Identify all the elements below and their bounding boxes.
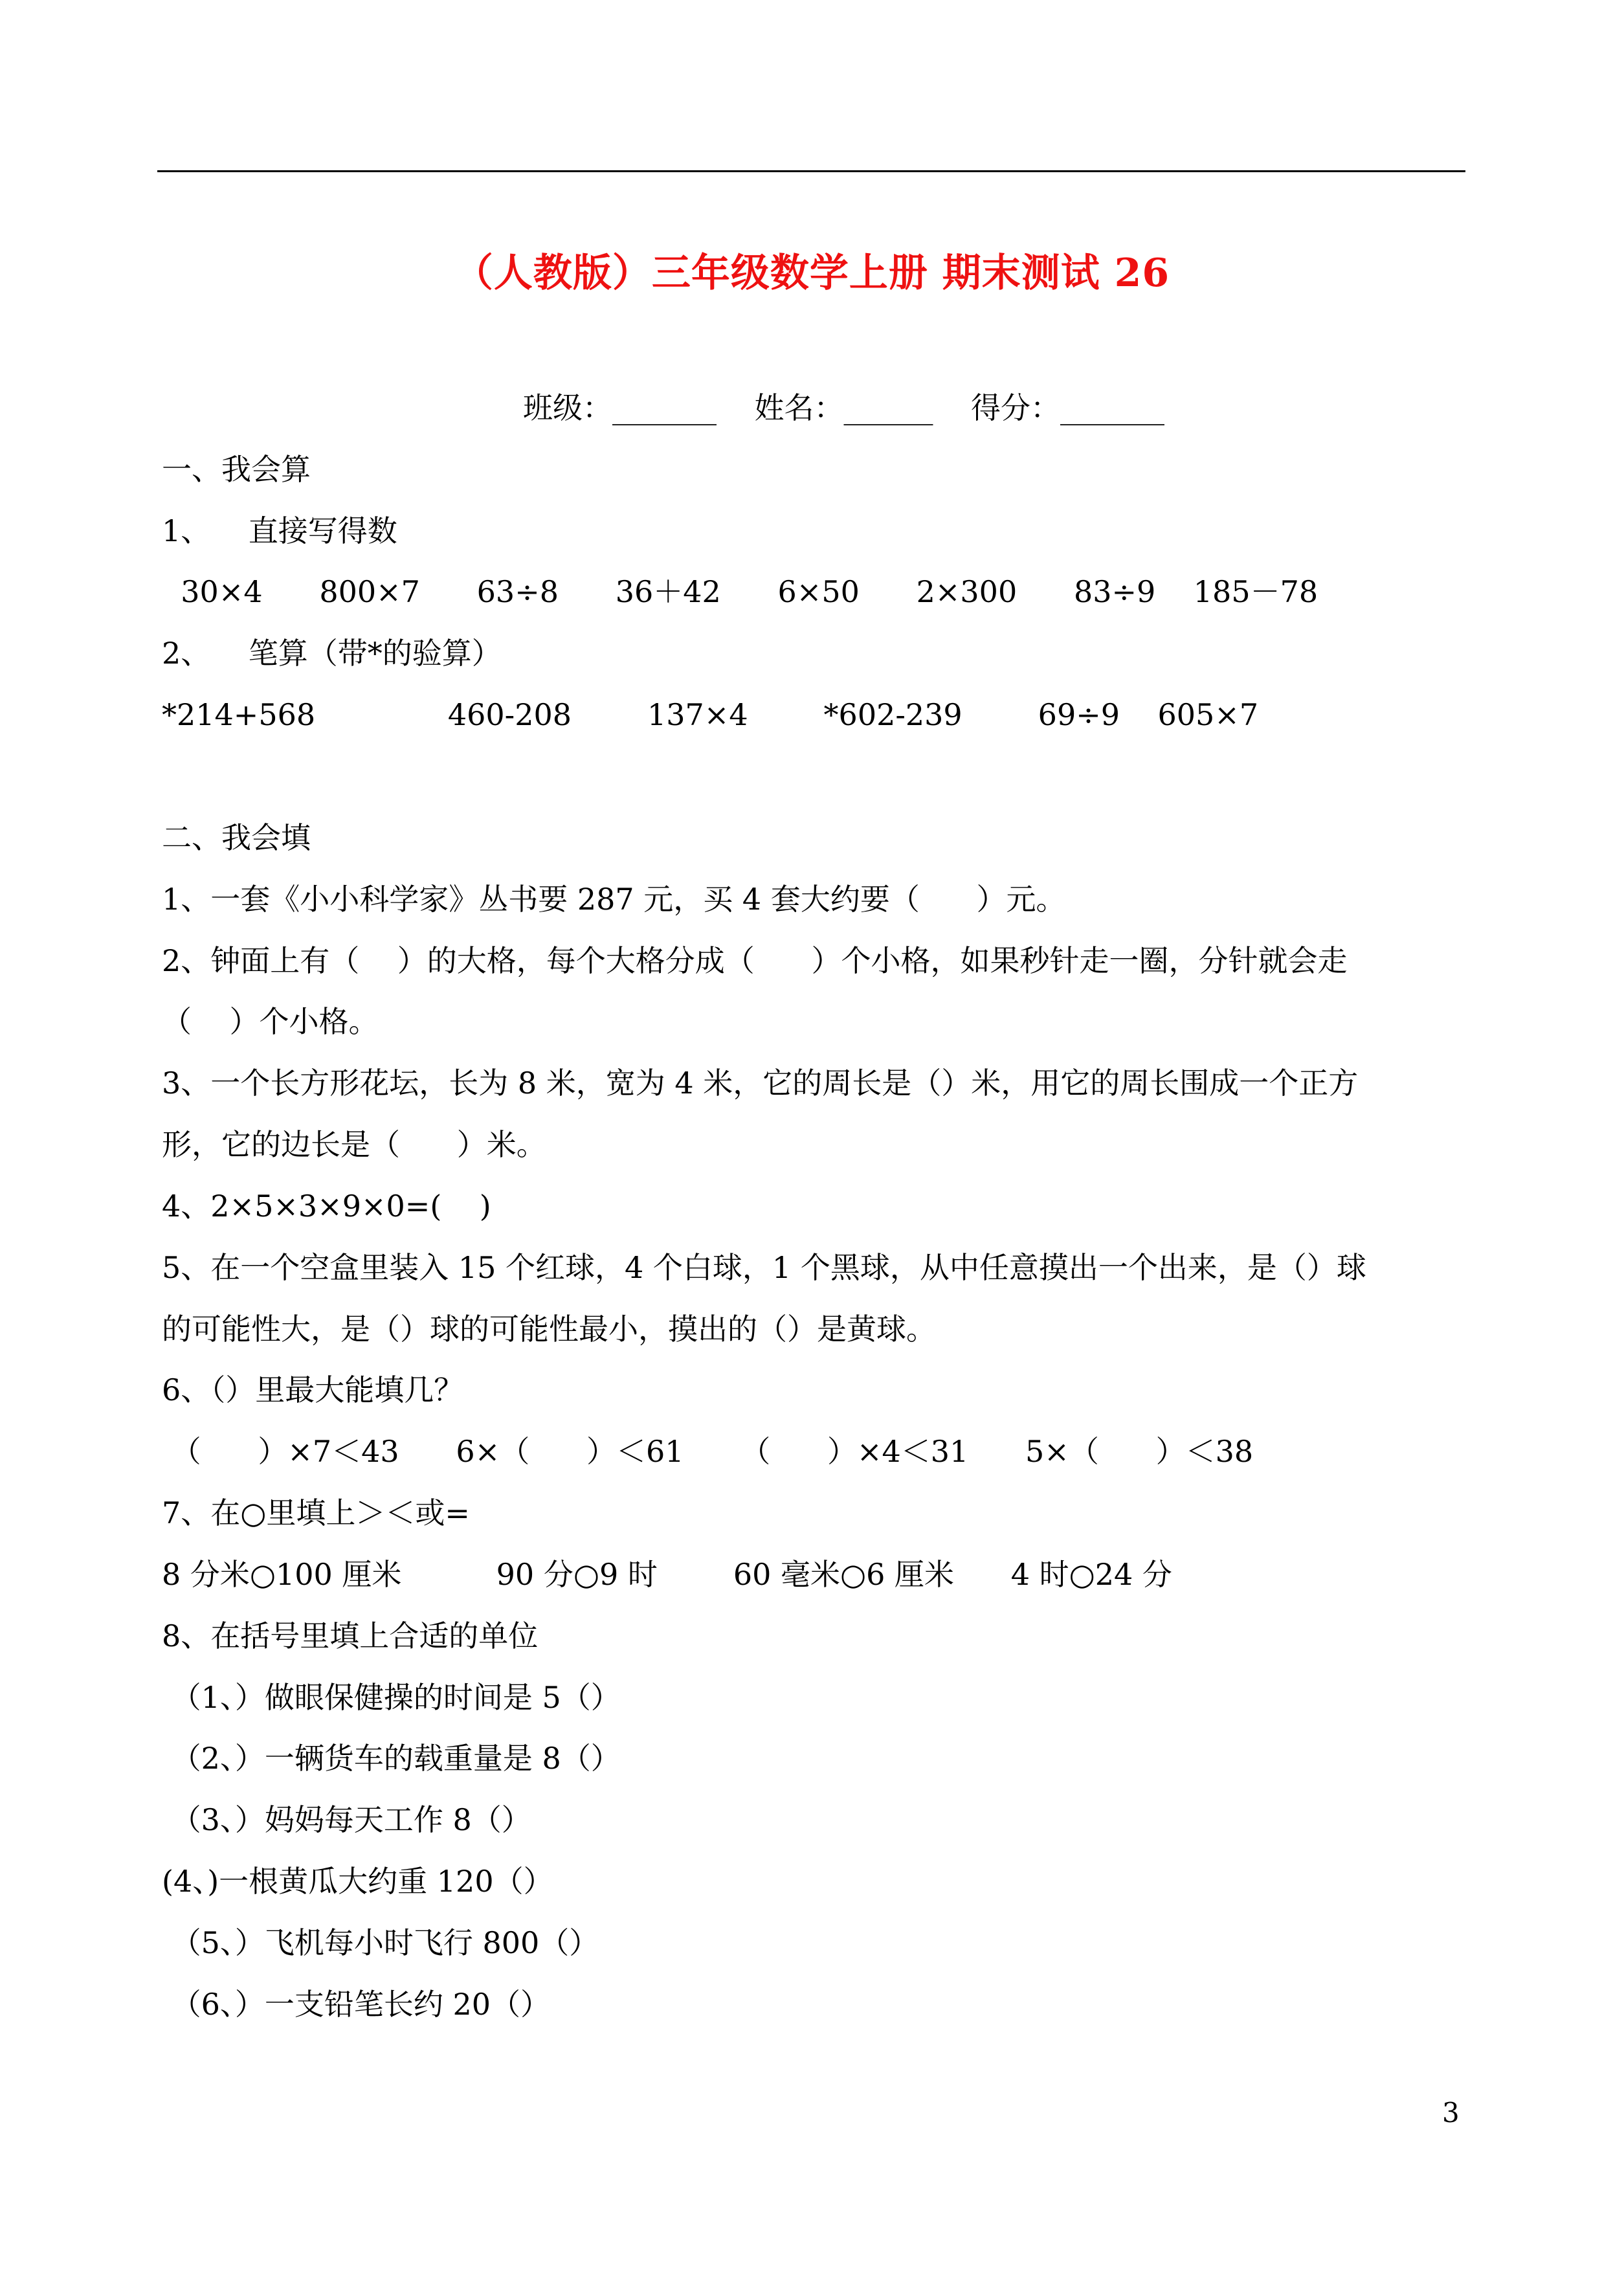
question-line: 3、一个长方形花坛，长为 8 米，宽为 4 米，它的周长是（）米，用它的周长围成一个正方 xyxy=(162,1066,1359,1101)
document-title: （人教版）三年级数学上册 期末测试 26 xyxy=(454,251,1170,296)
question-line: 2、钟面上有（ ）的大格，每个大格分成（ ）个小格，如果秒针走一圈，分针就会走 xyxy=(162,943,1348,978)
question-line: 6、（）里最大能填几？ xyxy=(162,1372,464,1407)
question-line: 7、在○里填上＞＜或= xyxy=(162,1495,470,1530)
header-rule xyxy=(157,170,1465,172)
question-line: 4、2×5×3×9×0=( ) xyxy=(162,1189,491,1224)
unit-item: （3、）妈妈每天工作 8（） xyxy=(162,1802,531,1837)
unit-item: （1、）做眼保健操的时间是 5（） xyxy=(162,1680,621,1715)
question-line: 的可能性大，是（）球的可能性最小，摸出的（）是黄球。 xyxy=(162,1312,936,1347)
section-heading-fill: 二、我会填 xyxy=(162,820,311,855)
oral-calc-items: 30×4 800×7 63÷8 36＋42 6×50 2×300 83÷9 185－78 xyxy=(162,574,1318,609)
section-heading-calc: 一、我会算 xyxy=(162,452,311,487)
question-line: 形，它的边长是（ ）米。 xyxy=(162,1127,546,1162)
question-line: （ ）个小格。 xyxy=(162,1004,379,1039)
unit-item: （2、）一辆货车的载重量是 8（） xyxy=(162,1741,621,1776)
page-number: 3 xyxy=(1442,2097,1460,2129)
question-line: 8、在括号里填上合适的单位 xyxy=(162,1618,539,1653)
question-line: （ ）×7＜43 6×（ ）＜61 （ ）×4＜31 5×（ ）＜38 xyxy=(162,1434,1254,1469)
student-info-line: 班级：_______ 姓名：______ 得分：_______ xyxy=(523,390,1164,425)
written-calc-items: *214+568 460-208 137×4 *602-239 69÷9 605×7 xyxy=(162,697,1259,732)
question-line: 1、 直接写得数 xyxy=(162,513,397,548)
unit-item: (4、)一根黄瓜大约重 120（） xyxy=(162,1864,553,1899)
question-line: 8 分米○100 厘米 90 分○9 时 60 毫米○6 厘米 4 时○24 分 xyxy=(162,1557,1172,1592)
question-line: 5、在一个空盒里装入 15 个红球，4 个白球，1 个黑球，从中任意摸出一个出来，是（）球 xyxy=(162,1250,1366,1285)
question-line: 2、 笔算（带*的验算） xyxy=(162,636,502,671)
question-line: 1、一套《小小科学家》丛书要 287 元，买 4 套大约要（ ）元。 xyxy=(162,882,1066,917)
unit-item: （5、）飞机每小时飞行 800（） xyxy=(162,1925,599,1960)
unit-item: （6、）一支铅笔长约 20（） xyxy=(162,1987,551,2022)
